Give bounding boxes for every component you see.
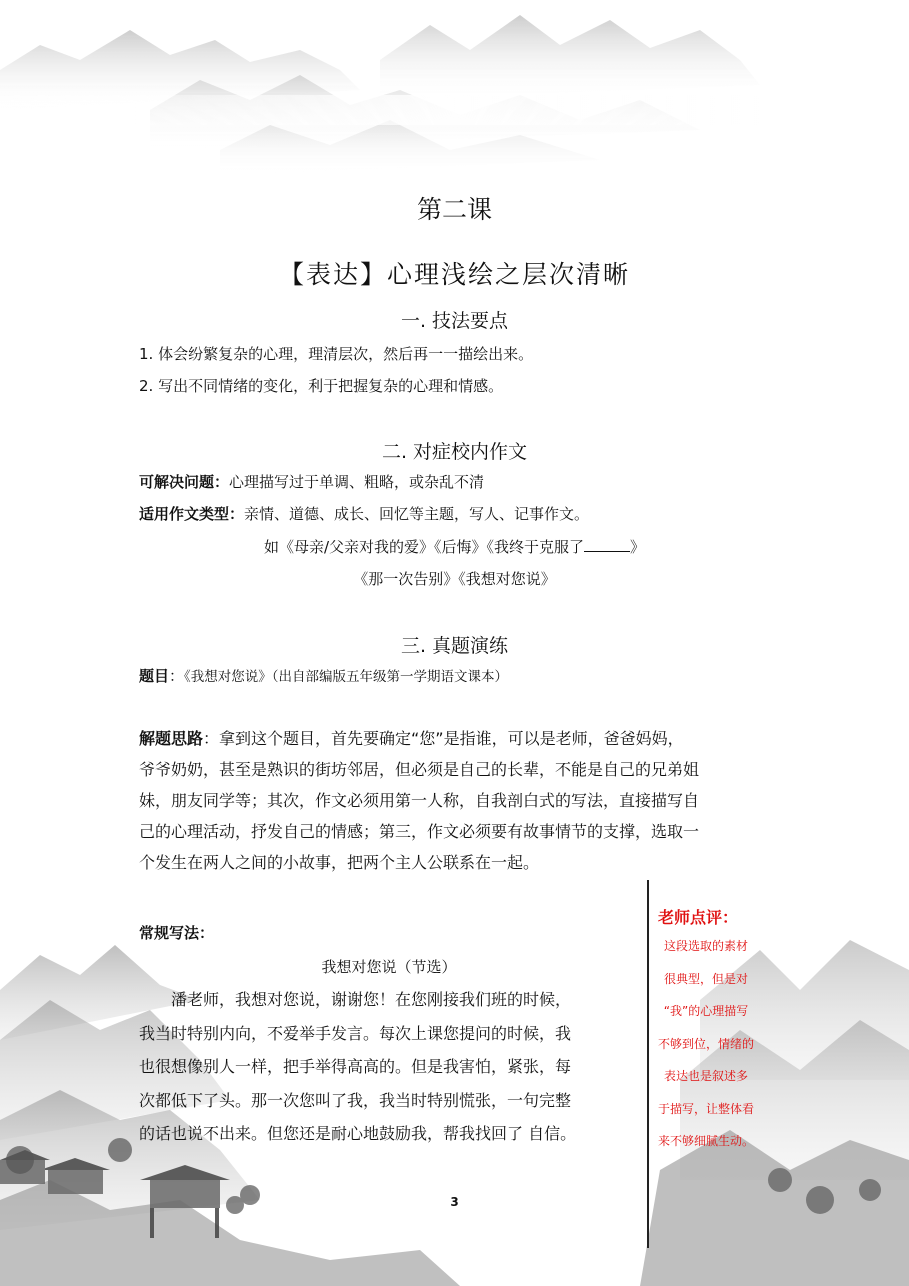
- approach-line: 爷爷奶奶，甚至是熟识的街坊邻居，但必须是自己的长辈，不能是自己的兄弟姐: [139, 760, 700, 779]
- excerpt-line: 次都低下了头。那一次您叫了我，我当时特别慌张，一句完整: [139, 1090, 572, 1110]
- section2-heading: 二. 对症校内作文: [381, 441, 528, 463]
- excerpt-line: 的话也说不出来。但您还是耐心地鼓励我，帮我找回了 自信。: [139, 1124, 577, 1143]
- problem-line: [139, 471, 484, 492]
- topic-label: 题目: [139, 667, 170, 685]
- excerpt-paragraph: [139, 983, 639, 1151]
- problem-label: 可解决问题：: [139, 473, 230, 491]
- approach-line: 解题思路：拿到这个题目，首先要确定“您”是指谁，可以是老师，爸爸妈妈，: [139, 729, 684, 748]
- comment-line: 很典型，但是对: [663, 971, 748, 986]
- approach-line: 个发生在两人之间的小故事，把两个主人公联系在一起。: [139, 853, 540, 872]
- comment-title: 老师点评：: [658, 908, 739, 927]
- comment-line: “我”的心理描写: [663, 1004, 749, 1018]
- excerpt-title: 我想对您说（节选）: [321, 958, 457, 976]
- types-line: [139, 503, 589, 524]
- approach-line: 妹，朋友同学等；其次，作文必须用第一人称，自我剖白式的写法，直接描写自: [139, 791, 700, 810]
- lesson-title: 第二课: [416, 195, 492, 224]
- regular-writing-label: 常规写法：: [139, 924, 215, 942]
- comment-line: 表达也是叙述多: [663, 1069, 748, 1083]
- examples-close: 》: [630, 538, 646, 556]
- top-mountains: [0, 15, 909, 175]
- examples-line-2: 《那一次告别》《我想对您说》: [353, 570, 556, 588]
- point-1: 1. 体会纷繁复杂的心理，理清层次，然后再一一描绘出来。: [139, 345, 534, 363]
- comment-line: 来不够细腻生动。: [657, 1134, 754, 1148]
- section3-heading: 三. 真题演练: [400, 635, 509, 657]
- topic-colon: ：: [169, 667, 185, 685]
- comment-body: [646, 930, 766, 1158]
- comment-line: 这段选取的素材: [663, 939, 748, 953]
- comment-line: 于描写，让整体看: [657, 1101, 754, 1116]
- excerpt-line: 潘老师，我想对您说，谢谢您！在您刚接我们班的时候，: [139, 990, 572, 1009]
- examples-text: 如《母亲/父亲对我的爱》《后悔》《我终于克服了: [263, 538, 585, 556]
- page-number: 3: [450, 1195, 459, 1209]
- types-text: 亲情、道德、成长、回忆等主题，写人、记事作文。: [244, 505, 590, 523]
- approach-line: 己的心理活动，抒发自己的情感；第三，作文必须要有故事情节的支撑，选取一: [139, 822, 700, 841]
- examples-line-1: [0, 536, 909, 557]
- fill-in-blank: [584, 537, 630, 552]
- excerpt-line: 我当时特别内向，不爱举手发言。每次上课您提问的时候，我: [139, 1023, 572, 1043]
- point-2: 2. 写出不同情绪的变化，利于把握复杂的心理和情感。: [139, 377, 504, 395]
- comment-line: 不够到位，情绪的: [657, 1036, 754, 1051]
- problem-text: 心理描写过于单调、粗略，或杂乱不清: [229, 473, 485, 491]
- approach-paragraph: [139, 723, 775, 878]
- topic-text: 《我想对您说》（出自部编版五年级第一学期语文课本）: [184, 669, 509, 685]
- excerpt-line: 也很想像别人一样，把手举得高高的。但是我害怕，紧张，每: [139, 1057, 572, 1076]
- topic-title: 【表达】心理浅绘之层次清晰: [278, 260, 630, 289]
- section1-heading: 一. 技法要点: [400, 310, 509, 332]
- topic-line: [139, 665, 508, 686]
- approach-label: 解题思路: [139, 729, 204, 748]
- types-label: 适用作文类型：: [139, 505, 245, 523]
